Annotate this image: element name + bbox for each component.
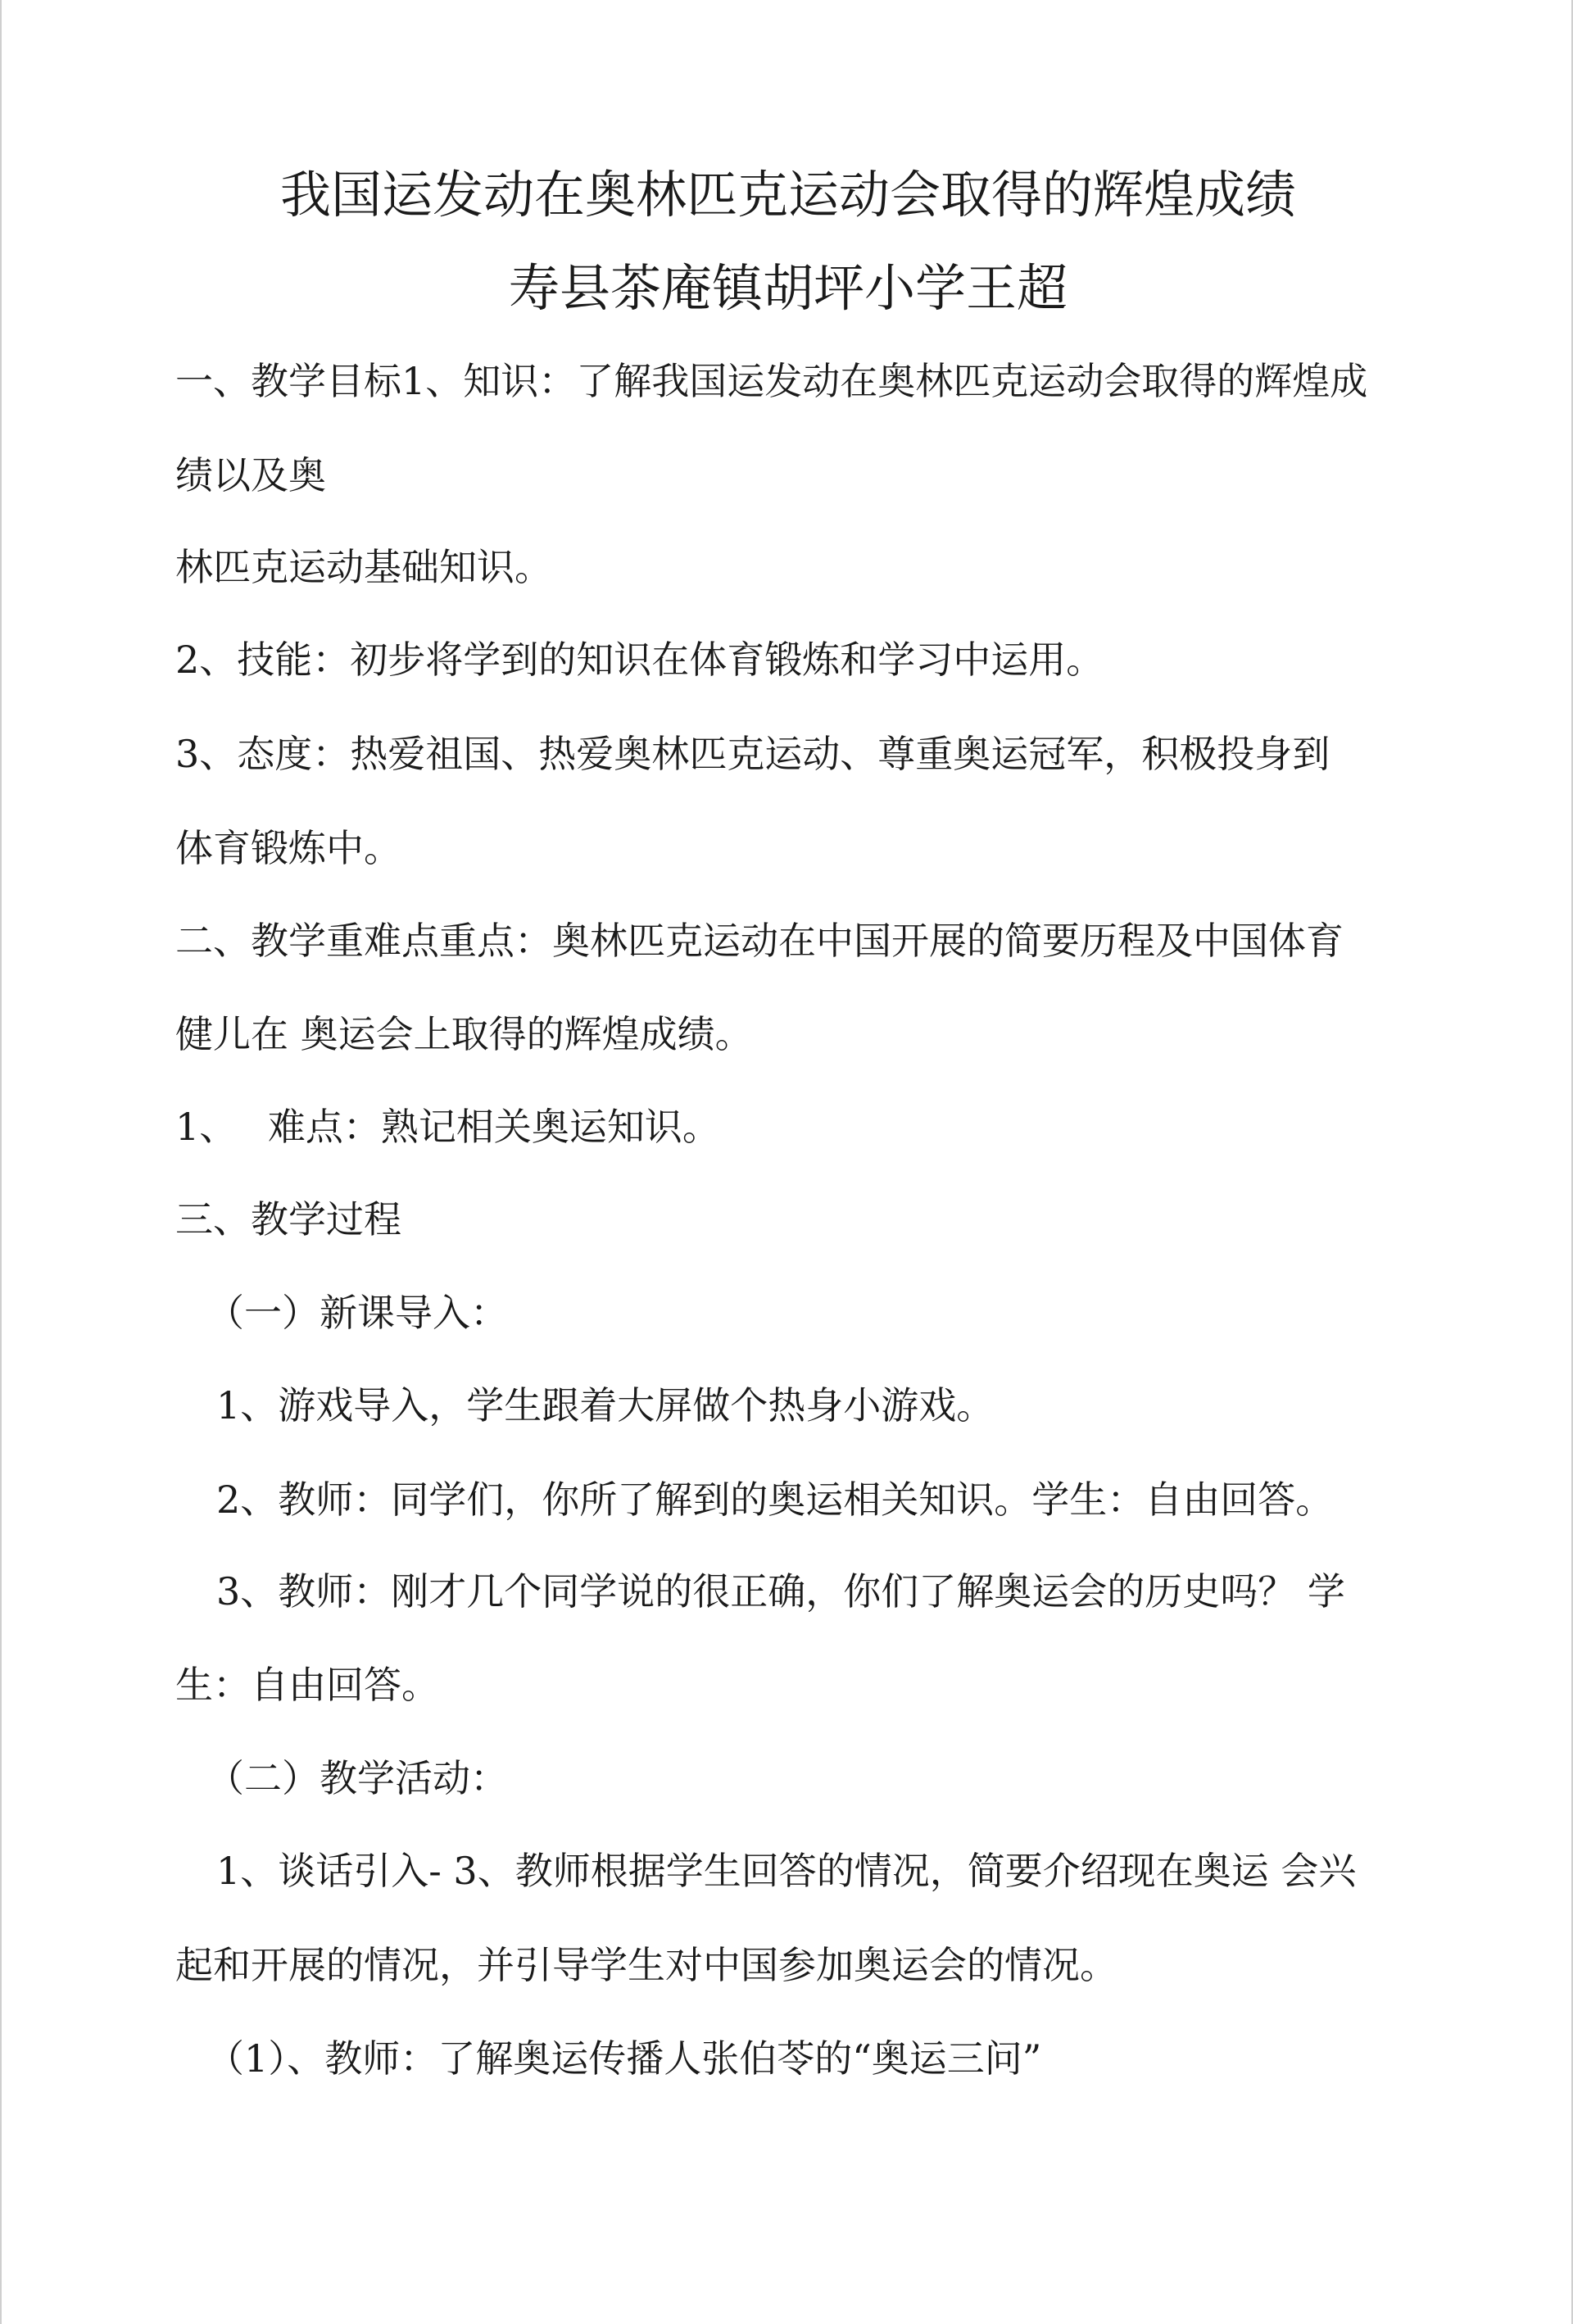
paragraph-line: 1、谈话引入- 3、教师根据学生回答的情况，简要介绍现在奥运 会兴 — [216, 1849, 1357, 1893]
paragraph-line: 2、技能：初步将学到的知识在体育锻炼和学习中运用。 — [175, 638, 1104, 682]
document-subtitle: 寿县茶庵镇胡坪小学王超 — [508, 258, 1068, 318]
paragraph-line: 2、教师：同学们，你所了解到的奥运相关知识。学生：自由回答。 — [216, 1477, 1334, 1522]
paragraph-line: 起和开展的情况，并引导学生对中国参加奥运会的情况。 — [175, 1943, 1117, 1987]
paragraph-line: 生：自由回答。 — [175, 1663, 439, 1707]
paragraph-line: （1）、教师：了解奥运传播人张伯苓的“奥运三问” — [206, 2036, 1042, 2081]
section-heading: 三、教学过程 — [175, 1197, 401, 1241]
paragraph-line: 健儿在 奥运会上取得的辉煌成绩。 — [175, 1012, 753, 1056]
paragraph-line: 3、教师：刚才几个同学说的很正确，你们了解奥运会的历史吗？ 学 — [216, 1569, 1345, 1614]
paragraph-line: 1、 难点：熟记相关奥运知识。 — [175, 1105, 720, 1149]
paragraph-line: 林匹克运动基础知识。 — [175, 545, 552, 589]
subsection-heading: （一）新课导入： — [206, 1291, 508, 1335]
paragraph-line: 体育锻炼中。 — [175, 826, 401, 870]
document-title: 我国运发动在奥林匹克运动会取得的辉煌成绩 — [279, 165, 1296, 225]
paragraph-line: 二、教学重难点重点：奥林匹克运动在中国开展的简要历程及中国体育 — [175, 919, 1344, 963]
paragraph-line: 3、态度：热爱祖国、热爱奥林匹克运动、尊重奥运冠军，积极投身到 — [175, 732, 1330, 776]
paragraph-line: 一、教学目标1、知识：了解我国运发动在奥林匹克运动会取得的辉煌成 — [175, 359, 1368, 403]
subsection-heading: （二）教学活动： — [206, 1756, 508, 1800]
paragraph-line: 绩以及奥 — [175, 453, 326, 497]
paragraph-line: 1、游戏导入，学生跟着大屏做个热身小游戏。 — [216, 1383, 995, 1428]
